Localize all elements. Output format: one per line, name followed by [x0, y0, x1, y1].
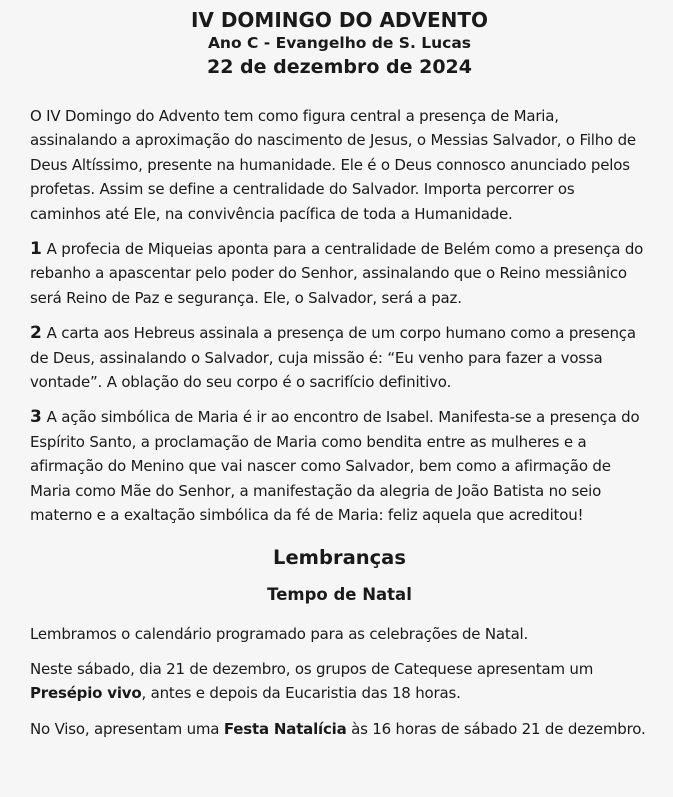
reminder-paragraph-1: Lembramos o calendário programado para as celebrações de Natal. [30, 624, 529, 643]
point-1 [30, 237, 649, 310]
point-2-text: A carta aos Hebreus assinala a presença de um corpo humano como a presença de Deus, assinalando o Salvador, cuja missão é: “Eu venho para fazer a vossa vontade”. A oblação do seu corpo é o sacrifício definitivo. [30, 324, 636, 392]
point-3-text: A ação simbólica de Maria é ir ao encontro de Isabel. Manifesta-se a presença do Espírito Santo, a proclamação de Maria como bendita entre as mulheres e a afirmação do Menino que vai nascer como Salvador, bem como a afirmação de Maria como Mãe do Senhor, a manifestação da alegria de João Batista no seio materno e a exaltação simbólica da fé de Maria: feliz aquela que acreditou! [30, 408, 640, 525]
page-subtitle: Ano C - Evangelho de S. Lucas [207, 34, 472, 52]
reminders-title: Lembranças [273, 545, 406, 569]
reminder-3-highlight: Festa Natalícia [223, 719, 347, 738]
intro-paragraph: O IV Domingo do Advento tem como figura central a presença de Maria, assinalando a aproximação do nascimento de Jesus, o Messias Salvador, o Filho de Deus Altíssimo, presente na humanidade. Ele é o Deus connosco anunciado pelos profetas. Assim se define a centralidade do Salvador. Importa percorrer os caminhos até Ele, na convivência pacífica de toda a Humanidade. [30, 107, 636, 223]
reminders-subtitle: Tempo de Natal [267, 584, 412, 604]
point-1-text: A profecia de Miqueias aponta para a centralidade de Belém como a presença do rebanho a apascentar pelo poder do Senhor, assinalando que o Reino messiânico será Reino de Paz e segurança. Ele, o Salvador, será a paz. [30, 240, 644, 307]
point-3 [30, 405, 649, 527]
reminder-paragraph-2 [30, 657, 649, 706]
reminder-2-highlight: Presépio vivo [30, 684, 142, 703]
page-title: IV DOMINGO DO ADVENTO [190, 8, 489, 32]
header [30, 7, 649, 80]
point-2 [30, 321, 649, 394]
page-date: 22 de dezembro de 2024 [206, 56, 472, 78]
point-2-number: 2 [30, 323, 42, 344]
point-3-number: 3 [30, 407, 42, 428]
reminder-2-before: Neste sábado, dia 21 de dezembro, os grupos de Catequese apresentam um [30, 659, 594, 678]
point-1-number: 1 [30, 239, 42, 260]
reminder-2-after: , antes e depois da Eucaristia das 18 horas. [141, 684, 461, 703]
reminder-3-before: No Viso, apresentam uma [30, 719, 224, 738]
reminder-paragraph-3 [30, 717, 649, 741]
reminder-3-after: às 16 horas de sábado 21 de dezembro. [346, 719, 646, 738]
